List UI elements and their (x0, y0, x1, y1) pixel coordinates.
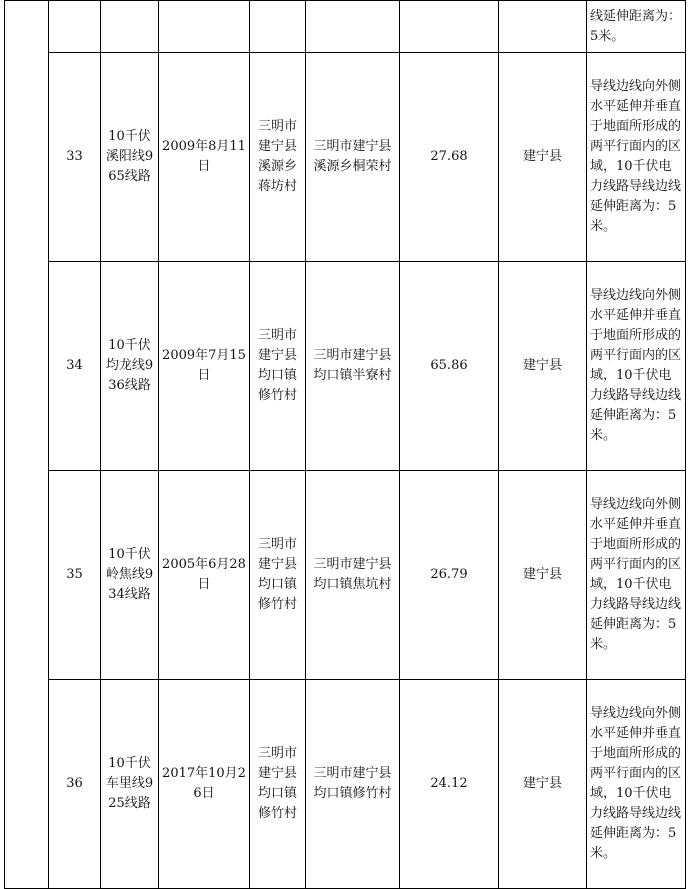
cell-line (101, 1, 159, 53)
cell-area: 三明市建宁县均口镇焦坑村 (306, 471, 400, 680)
cell-no: 34 (49, 262, 101, 471)
cell-date: 2009年8月11日 (159, 53, 250, 262)
table-row (5, 471, 686, 680)
cell-no: 33 (49, 53, 101, 262)
cell-location (250, 1, 306, 53)
cell-location: 三明市建宁县均口镇修竹村 (250, 680, 306, 889)
cell-no (49, 1, 101, 53)
cell-county: 建宁县 (499, 262, 587, 471)
cell-date: 2005年6月28日 (159, 471, 250, 680)
cell-county (499, 1, 587, 53)
cell-date: 2009年7月15日 (159, 262, 250, 471)
cell-no: 35 (49, 471, 101, 680)
cell-date: 2017年10月26日 (159, 680, 250, 889)
table-row (5, 262, 686, 471)
cell-scope: 导线边线向外侧水平延伸并垂直于地面所形成的两平行面内的区域，10千伏电力线路导线边线延伸距离为：5米。 (587, 262, 686, 471)
cell-area: 三明市建宁县均口镇修竹村 (306, 680, 400, 889)
cell-location: 三明市建宁县均口镇修竹村 (250, 471, 306, 680)
power-line-table (4, 0, 686, 889)
table-row (5, 53, 686, 262)
table-row-continued (5, 1, 686, 53)
cell-line: 10千伏车里线925线路 (101, 680, 159, 889)
cell-county: 建宁县 (499, 471, 587, 680)
cell-line: 10千伏岭焦线934线路 (101, 471, 159, 680)
cell-area: 三明市建宁县均口镇半寮村 (306, 262, 400, 471)
merged-group-cell (5, 1, 49, 889)
cell-scope: 导线边线向外侧水平延伸并垂直于地面所形成的两平行面内的区域，10千伏电力线路导线边线延伸距离为：5米。 (587, 680, 686, 889)
cell-value: 24.12 (400, 680, 499, 889)
cell-date (159, 1, 250, 53)
cell-scope: 线延伸距离为：5米。 (587, 1, 686, 53)
cell-county: 建宁县 (499, 53, 587, 262)
cell-value (400, 1, 499, 53)
cell-county: 建宁县 (499, 680, 587, 889)
cell-area (306, 1, 400, 53)
cell-no: 36 (49, 680, 101, 889)
cell-scope: 导线边线向外侧水平延伸并垂直于地面所形成的两平行面内的区域，10千伏电力线路导线边线延伸距离为：5米。 (587, 53, 686, 262)
cell-line: 10千伏均龙线936线路 (101, 262, 159, 471)
cell-value: 27.68 (400, 53, 499, 262)
cell-location: 三明市建宁县溪源乡蒋坊村 (250, 53, 306, 262)
cell-location: 三明市建宁县均口镇修竹村 (250, 262, 306, 471)
cell-line: 10千伏溪阳线965线路 (101, 53, 159, 262)
table-row (5, 680, 686, 889)
cell-value: 65.86 (400, 262, 499, 471)
cell-area: 三明市建宁县溪源乡桐荣村 (306, 53, 400, 262)
cell-value: 26.79 (400, 471, 499, 680)
cell-scope: 导线边线向外侧水平延伸并垂直于地面所形成的两平行面内的区域，10千伏电力线路导线边线延伸距离为：5米。 (587, 471, 686, 680)
